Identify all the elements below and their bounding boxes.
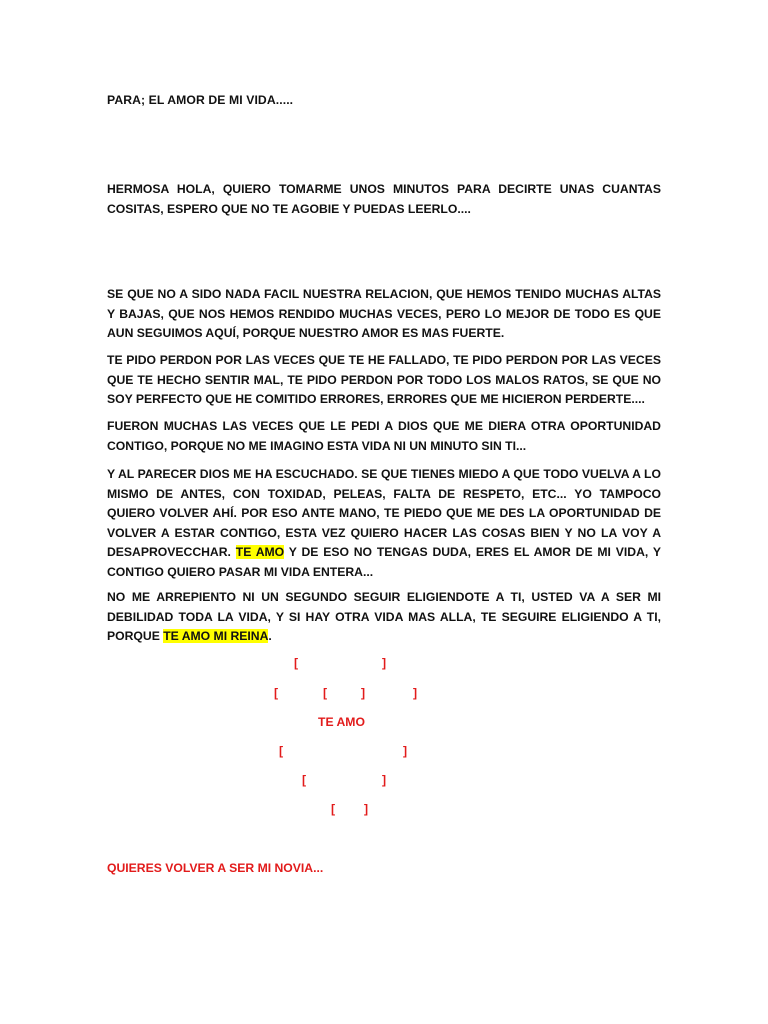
- intro-paragraph: HERMOSA HOLA, QUIERO TOMARME UNOS MINUTOS PARA DECIRTE UNAS CUANTAS COSITAS, ESPERO QUE NO TE AGOBIE Y PUEDAS LEERLO....: [107, 182, 661, 216]
- closing-question: QUIERES VOLVER A SER MI NOVIA...: [107, 861, 324, 875]
- heart-bracket-close: ]: [382, 656, 387, 670]
- paragraph-4-text-end: Y DE ESO NO TENGAS DUDA, ERES EL AMOR DE MI VIDA, Y CONTIGO QUIERO PASAR MI VIDA ENTERA...: [107, 545, 661, 579]
- salutation: PARA; EL AMOR DE MI VIDA.....: [107, 93, 294, 107]
- heart-center-text: TE AMO: [318, 715, 365, 729]
- heart-bracket-open: [: [274, 686, 279, 700]
- paragraph-3: FUERON MUCHAS LAS VECES QUE LE PEDI A DIOS QUE ME DIERA OTRA OPORTUNIDAD CONTIGO, PORQUE NO ME IMAGINO ESTA VIDA NI UN MINUTO SIN TI...: [107, 419, 661, 453]
- highlight-te-amo: TE AMO: [235, 545, 285, 559]
- paragraph-5-text: NO ME ARREPIENTO NI UN SEGUNDO SEGUIR ELIGIENDOTE A TI, USTED VA A SER MI DEBILIDAD TODA LA VIDA, Y SI HAY OTRA VIDA MAS ALLA, TE SEGUIRE ELIGIENDO A TI, PORQUE: [107, 590, 661, 643]
- heart-bracket-close: ]: [361, 686, 366, 700]
- heart-bracket-close: ]: [403, 744, 408, 758]
- heart-bracket-close: ]: [413, 686, 418, 700]
- paragraph-4-text: Y AL PARECER DIOS ME HA ESCUCHADO. SE QUE TIENES MIEDO A QUE TODO VUELVA A LO MISMO DE ANTES, CON TOXIDAD, PELEAS, FALTA DE RESPETO, ETC... YO TAMPOCO QUIERO VOLVER AHÍ. POR ESO ANTE MANO, TE PIEDO QUE ME DES LA OPORTUNIDAD DE VOLVER A ESTAR CONTIGO, ESTA VEZ QUIERO HACER LAS COSAS BIEN Y NO LA VOY A DESAPROVECCHAR.: [107, 467, 661, 559]
- paragraph-5: [107, 588, 661, 647]
- heart-bracket-close: ]: [382, 773, 387, 787]
- paragraph-2: TE PIDO PERDON POR LAS VECES QUE TE HE FALLADO, TE PIDO PERDON POR LAS VECES QUE TE HECHO SENTIR MAL, TE PIDO PERDON POR TODO LOS MALOS RATOS, SE QUE NO SOY PERFECTO QUE HE COMITIDO ERRORES, ERRORES QUE ME HICIERON PERDERTE....: [107, 353, 661, 406]
- highlight-te-amo-mi-reina: TE AMO MI REINA: [163, 629, 269, 643]
- heart-bracket-open: [: [294, 656, 299, 670]
- heart-bracket-open: [: [279, 744, 284, 758]
- paragraph-1: SE QUE NO A SIDO NADA FACIL NUESTRA RELACION, QUE HEMOS TENIDO MUCHAS ALTAS Y BAJAS, QUE NOS HEMOS RENDIDO MUCHAS VECES, PERO LO MEJOR DE TODO ES QUE AUN SEGUIMOS AQUÍ, PORQUE NUESTRO AMOR ES MAS FUERTE.: [107, 287, 661, 340]
- heart-bracket-open: [: [323, 686, 328, 700]
- heart-bracket-open: [: [302, 773, 307, 787]
- heart-bracket-close: ]: [364, 802, 369, 816]
- paragraph-4: [107, 465, 661, 582]
- heart-bracket-open: [: [331, 802, 336, 816]
- paragraph-5-text-end: .: [268, 629, 272, 643]
